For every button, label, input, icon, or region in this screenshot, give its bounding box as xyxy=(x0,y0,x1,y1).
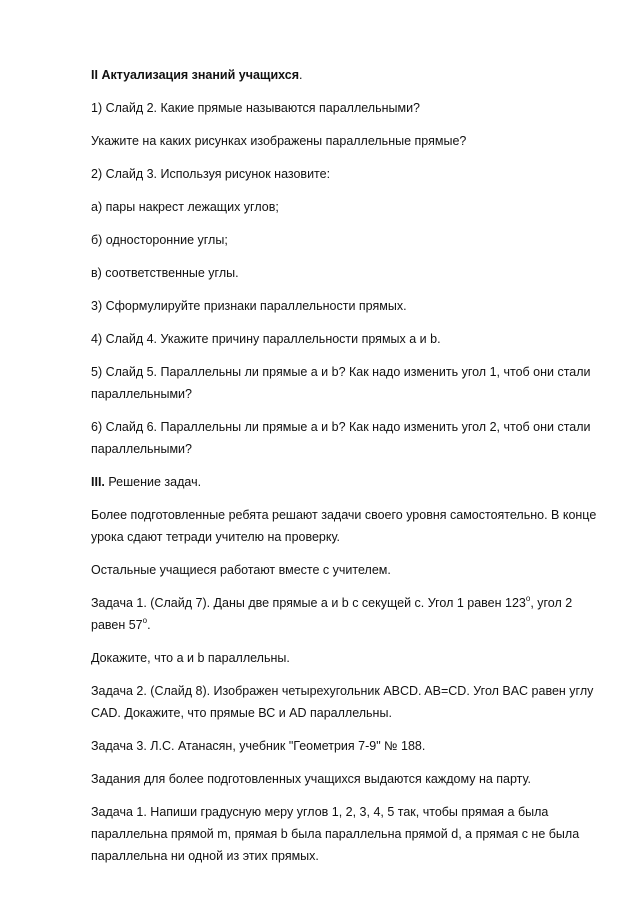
section-3-title: Решение задач. xyxy=(104,475,202,489)
task-2: Задача 2. (Слайд 8). Изображен четырехугольник ABCD. AB=CD. Угол BAC равен углу CAD. Докажите, что прямые ВС и AD параллельны. xyxy=(91,684,594,720)
question-1-line-2: Укажите на каких рисунках изображены параллельные прямые? xyxy=(91,134,467,148)
task-1-part-2: , угол 2 равен 57 xyxy=(91,596,573,632)
section-2-period: . xyxy=(299,68,303,82)
question-2-item-b: б) односторонние углы; xyxy=(91,233,228,247)
other-students-note: Остальные учащиеся работают вместе с учителем. xyxy=(91,563,391,577)
section-3-number: III. xyxy=(91,475,105,489)
question-6: 6) Слайд 6. Параллельны ли прямые а и b? Как надо изменить угол 2, чтоб они стали параллельными? xyxy=(91,420,591,456)
task-1-statement xyxy=(91,592,598,636)
advanced-tasks-note: Задания для более подготовленных учащихся выдаются каждому на парту. xyxy=(91,772,532,786)
degree-mark-1: о xyxy=(525,593,531,603)
task-1-part-3: . xyxy=(147,618,151,632)
task-1-part-1: Задача 1. (Слайд 7). Даны две прямые а и b с секущей с. Угол 1 равен 123 xyxy=(91,596,526,610)
section-2-heading xyxy=(91,64,598,86)
task-1-conclusion: Докажите, что а и b параллельны. xyxy=(91,651,290,665)
question-2-item-a: а) пары накрест лежащих углов; xyxy=(91,200,279,214)
question-2-intro: 2) Слайд 3. Используя рисунок назовите: xyxy=(91,167,331,181)
question-2-item-c: в) соответственные углы. xyxy=(91,266,239,280)
task-3: Задача 3. Л.С. Атанасян, учебник "Геометрия 7-9" № 188. xyxy=(91,739,426,753)
question-1-line-1: 1) Слайд 2. Какие прямые называются параллельными? xyxy=(91,101,420,115)
degree-mark-2: о xyxy=(142,615,148,625)
section-3-heading xyxy=(91,471,598,493)
question-5: 5) Слайд 5. Параллельны ли прямые а и b? Как надо изменить угол 1, чтоб они стали параллельными? xyxy=(91,365,591,401)
question-3: 3) Сформулируйте признаки параллельности прямых. xyxy=(91,299,407,313)
question-4: 4) Слайд 4. Укажите причину параллельности прямых а и b. xyxy=(91,332,441,346)
section-2-number: II xyxy=(91,68,98,82)
advanced-task-1: Задача 1. Напиши градусную меру углов 1, 2, 3, 4, 5 так, чтобы прямая а была параллельна прямой m, прямая b была параллельна прямой d, а прямая с не была параллельна ни одной из этих прямых. xyxy=(91,805,580,863)
advanced-students-note: Более подготовленные ребята решают задачи своего уровня самостоятельно. В конце урока сдают тетради учителю на проверку. xyxy=(91,508,597,544)
section-2-title: Актуализация знаний учащихся xyxy=(101,68,300,82)
